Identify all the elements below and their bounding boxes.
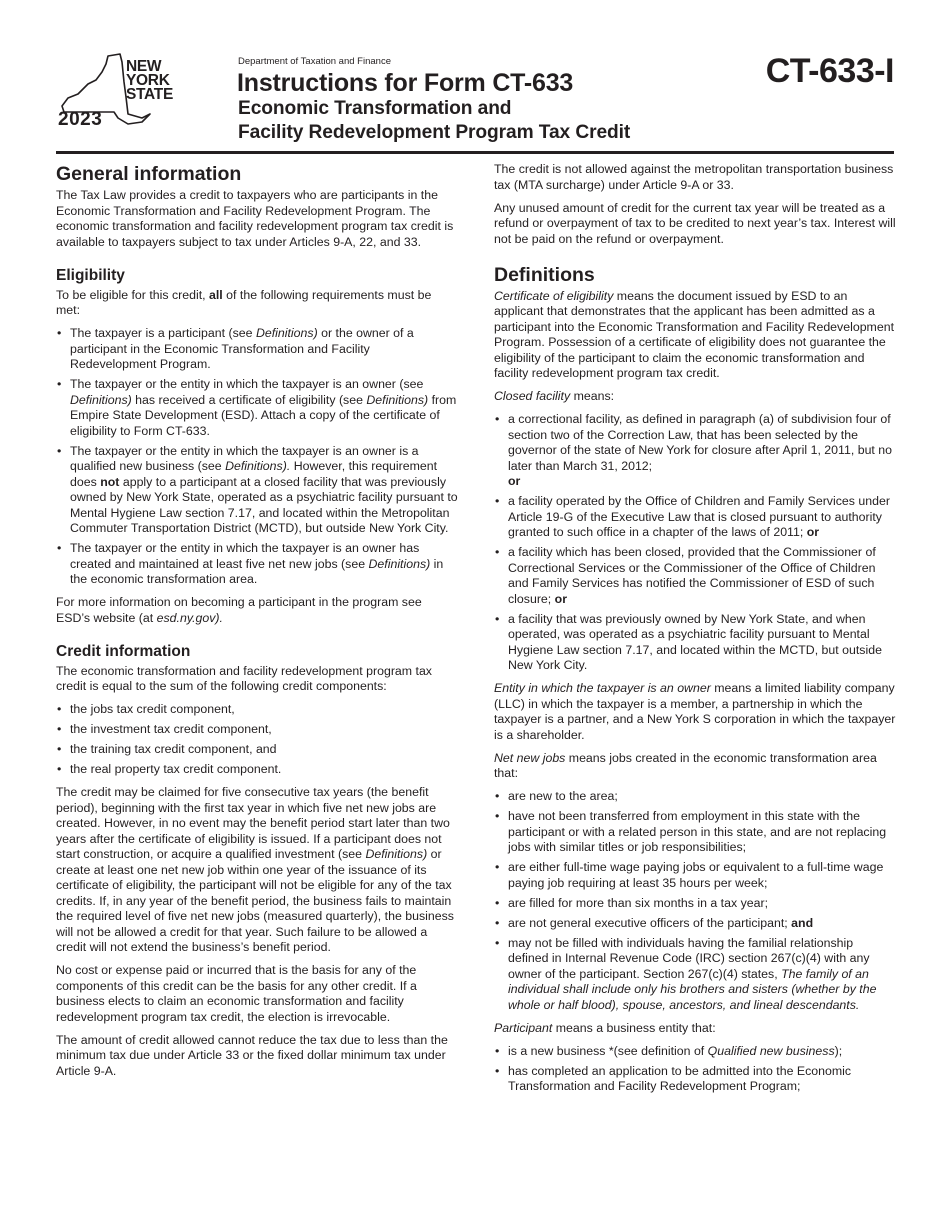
logo-year: 2023 [58, 109, 103, 130]
list-item: • a facility which has been closed, provided that the Commissioner of Correctional Services or the Commissioner of the Office of Children and Family Services has notified the Commissioner of ESD of such closure; or [494, 545, 896, 607]
page-title: Instructions for Form CT-633 [237, 69, 574, 97]
list-item: • a facility operated by the Office of Children and Family Services under Article 19-G of the Executive Law that is closed pursuant to authority granted to such office in a chapter of the laws of 2011; or [494, 494, 896, 541]
definition-certificate-of-eligibility: Certificate of eligibility means the document issued by ESD to an applicant that demonstrates that the applicant has been admitted as a participant into the Economic Transformation and Facility Redevelopment Program. Possession of a certificate of eligibility does not guarantee the eligibility of the participant to claim the economic transformation and facility redevelopment program tax credit. [494, 288, 895, 380]
credit-components-list [56, 702, 458, 778]
credit-information-heading: Credit information [56, 642, 191, 660]
list-item: • are not general executive officers of the participant; and [494, 916, 896, 932]
list-item: • may not be filled with individuals having the familial relationship defined in Internal Revenue Code (IRC) section 267(c)(4) with any owner of the participant. Section 267(c)(4) states, The family of an individual shall include only his brothers and sisters (whether by the whole or half blood), spouse, ancestors, and lineal descendants. [494, 936, 896, 1014]
net-new-jobs-list [494, 789, 896, 1013]
definitions-heading: Definitions [494, 263, 595, 286]
general-intro: The Tax Law provides a credit to taxpayers who are participants in the Economic Transformation and Facility Redevelopment Program. The economic transformation and facility redevelopment program tax credit is available to taxpayers subject to tax under Articles 9-A, 22, and 33. [56, 188, 454, 249]
list-item: • has completed an application to be admitted into the Economic Transformation and Facility Redevelopment Program; [494, 1064, 896, 1095]
definition-participant: Participant means a business entity that: [494, 1020, 716, 1035]
minimum-tax-paragraph: The amount of credit allowed cannot reduce the tax due to less than the minimum tax due under Article 33 or the fixed dollar minimum tax under Article 9-A. [56, 1032, 448, 1078]
closed-facility-list [494, 412, 896, 674]
esd-website-link[interactable]: esd.ny.gov). [156, 610, 223, 625]
logo-wordmark: NEW YORK STATE [126, 58, 174, 103]
general-information-heading: General information [56, 163, 242, 185]
header-divider [56, 151, 894, 154]
cost-basis-paragraph: No cost or expense paid or incurred that is the basis for any of the components of this credit can be the basis for any other credit. If a business elects to claim an economic transformation and facility redevelopment program tax credit, the election is irrevocable. [56, 963, 417, 1024]
definition-entity-owner: Entity in which the taxpayer is an owner means a limited liability company (LLC) in which the taxpayer is a member, a partnership in which the taxpayer is a partner, and a New York S corporation in which the taxpayer is a shareholder. [494, 681, 896, 742]
list-item: • have not been transferred from employment in this state with the participant or with a related person in this state, and are not replacing jobs with similar titles or job responsibilities; [494, 809, 896, 856]
page-subtitle: Economic Transformation and Facility Redevelopment Program Tax Credit [238, 98, 631, 143]
list-item: • The taxpayer or the entity in which the taxpayer is an owner (see Definitions) has received a certificate of eligibility (see Definitions) from Empire State Development (ESD). Attach a copy of the certificate of eligibility to Form CT-633. [56, 377, 458, 439]
list-item: • the training tax credit component, and [56, 742, 458, 758]
more-information: For more information on becoming a participant in the program see ESD’s website (at esd.ny.gov). [56, 595, 422, 625]
list-item: • is a new business *(see definition of Qualified new business); [494, 1044, 896, 1060]
mta-surcharge-paragraph: The credit is not allowed against the metropolitan transportation business tax (MTA surcharge) under Article 9-A or 33. [494, 162, 894, 192]
list-item: • the real property tax credit component. [56, 762, 458, 778]
unused-credit-paragraph: Any unused amount of credit for the current tax year will be treated as a refund or overpayment of tax to be credited to next year’s tax. Interest will not be paid on the refund or overpayment. [494, 200, 896, 246]
left-column [56, 162, 458, 1087]
eligibility-list [56, 326, 458, 588]
list-item: • are new to the area; [494, 789, 896, 805]
list-item: • The taxpayer or the entity in which the taxpayer is an owner has created and maintained at least five net new jobs (see Definitions) in the economic transformation area. [56, 541, 458, 588]
form-number: CT-633-I [765, 52, 894, 90]
definition-closed-facility: Closed facility means: [494, 389, 615, 403]
list-item: • are filled for more than six months in a tax year; [494, 896, 896, 912]
list-item: • a correctional facility, as defined in paragraph (a) of subdivision four of section two of the Correction Law, that has been selected by the governor of the state of New York for closure after April 1, 2011, but no later than March 31, 2012; or [494, 412, 896, 490]
list-item: • The taxpayer is a participant (see Definitions) or the owner of a participant in the Economic Transformation and Facility Redevelopment Program. [56, 326, 458, 373]
participant-list [494, 1044, 896, 1095]
right-column [494, 162, 896, 1102]
department-name: Department of Taxation and Finance [238, 56, 391, 67]
list-item: • a facility that was previously owned by New York State, and when operated, was operated as a psychiatric facility pursuant to Mental Hygiene Law section 7.17, and located within the MCTD, but outside New York City. [494, 612, 896, 674]
nys-logo [56, 52, 186, 132]
list-item: • the jobs tax credit component, [56, 702, 458, 718]
list-item: • are either full-time wage paying jobs or equivalent to a full-time wage paying job requiring at least 35 hours per week; [494, 860, 896, 891]
eligibility-heading: Eligibility [56, 266, 125, 284]
eligibility-intro: To be eligible for this credit, all of the following requirements must be met: [56, 287, 432, 317]
credit-intro: The economic transformation and facility redevelopment program tax credit is equal to the sum of the following credit components: [56, 663, 432, 693]
list-item: • the investment tax credit component, [56, 722, 458, 738]
definition-net-new-jobs: Net new jobs means jobs created in the economic transformation area that: [494, 750, 877, 780]
list-item: • The taxpayer or the entity in which the taxpayer is an owner is a qualified new business (see Definitions). However, this requirement does not apply to a participant at a closed facility that was previously owned by New York State, operated as a psychiatric facility pursuant to Mental Hygiene Law section 7.17, and located within the Metropolitan Commuter Transportation District (MCTD), but outside New York City. [56, 444, 458, 537]
benefit-period-paragraph: The credit may be claimed for five consecutive tax years (the benefit period), beginning with the first tax year in which five net new jobs are created. However, in no event may the benefit period start later than two years after the certificate of eligibility is issued. If a participant does not start construction, or acquire a qualified investment (see Definitions) or create at least one net new job within one year of the issuance of its certificate of eligibility, the participant will not be eligible for any of the tax credits. If, in any year of the benefit period, the business fails to maintain the required level of five net new jobs (measured quarterly), the business will not be allowed a credit for that year. Such failure to be allowed a credit will not extend the business’s benefit period. [56, 785, 454, 954]
